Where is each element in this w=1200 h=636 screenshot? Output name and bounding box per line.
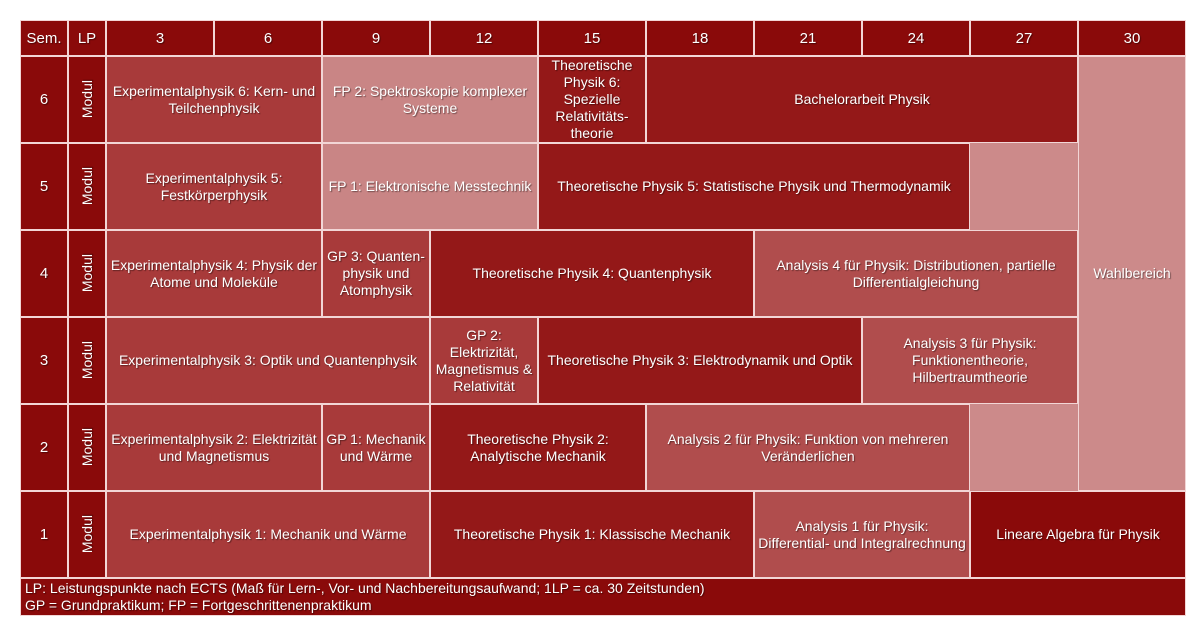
modul-label-sem-5 — [68, 143, 106, 230]
header-lp-21: 21 — [754, 20, 862, 56]
header-lp-27: 27 — [970, 20, 1078, 56]
modul-label-sem-6 — [68, 56, 106, 143]
module-wahl: Wahlbereich — [1078, 56, 1186, 491]
modul-label: Modul — [78, 515, 95, 554]
module-ana4: Analysis 4 für Physik: Distributionen, partielle Differentialgleichung — [754, 230, 1078, 317]
modul-label-sem-4 — [68, 230, 106, 317]
modul-label-sem-1 — [68, 491, 106, 578]
module-exp2: Experimentalphysik 2: Elektrizität und Magnetismus — [106, 404, 322, 491]
module-gp2: GP 2: Elektrizität, Magnetismus & Relativität — [430, 317, 538, 404]
header-lp-24: 24 — [862, 20, 970, 56]
module-theo4: Theoretische Physik 4: Quantenphysik — [430, 230, 754, 317]
free-area-sem-2 — [970, 404, 1078, 491]
modul-label: Modul — [78, 254, 95, 293]
modul-label: Modul — [78, 80, 95, 119]
semester-4: 4 — [20, 230, 68, 317]
header-sem: Sem. — [20, 20, 68, 56]
modul-label: Modul — [78, 167, 95, 206]
footnote — [20, 578, 1186, 616]
module-theo6: Theoretische Physik 6: Spezielle Relativitäts-theorie — [538, 56, 646, 143]
module-ana1: Analysis 1 für Physik: Differential- und Integralrechnung — [754, 491, 970, 578]
module-gp1: GP 1: Mechanik und Wärme — [322, 404, 430, 491]
header-lp-30: 30 — [1078, 20, 1186, 56]
module-theo3: Theoretische Physik 3: Elektrodynamik und Optik — [538, 317, 862, 404]
module-exp3: Experimentalphysik 3: Optik und Quantenphysik — [106, 317, 430, 404]
semester-5: 5 — [20, 143, 68, 230]
module-exp1: Experimentalphysik 1: Mechanik und Wärme — [106, 491, 430, 578]
header-lp-6: 6 — [214, 20, 322, 56]
semester-6: 6 — [20, 56, 68, 143]
module-ana3: Analysis 3 für Physik: Funktionentheorie, Hilbertraumtheorie — [862, 317, 1078, 404]
modul-label-sem-3 — [68, 317, 106, 404]
semester-2: 2 — [20, 404, 68, 491]
semester-3: 3 — [20, 317, 68, 404]
header-lp-18: 18 — [646, 20, 754, 56]
header-lp-9: 9 — [322, 20, 430, 56]
module-gp3: GP 3: Quanten-physik und Atomphysik — [322, 230, 430, 317]
semester-1: 1 — [20, 491, 68, 578]
module-exp5: Experimentalphysik 5: Festkörperphysik — [106, 143, 322, 230]
header-lp: LP — [68, 20, 106, 56]
module-ana2: Analysis 2 für Physik: Funktion von mehreren Veränderlichen — [646, 404, 970, 491]
module-linalg: Lineare Algebra für Physik — [970, 491, 1186, 578]
free-area-sem-5 — [970, 143, 1078, 230]
footnote-line-gp-fp: GP = Grundpraktikum; FP = Fortgeschrittenenpraktikum — [25, 597, 372, 613]
header-lp-3: 3 — [106, 20, 214, 56]
modul-label: Modul — [78, 428, 95, 467]
modul-label: Modul — [78, 341, 95, 380]
module-exp4: Experimentalphysik 4: Physik der Atome und Moleküle — [106, 230, 322, 317]
module-bach: Bachelorarbeit Physik — [646, 56, 1078, 143]
modul-label-sem-2 — [68, 404, 106, 491]
module-theo2: Theoretische Physik 2: Analytische Mechanik — [430, 404, 646, 491]
module-fp2: FP 2: Spektroskopie komplexer Systeme — [322, 56, 538, 143]
header-lp-15: 15 — [538, 20, 646, 56]
module-theo1: Theoretische Physik 1: Klassische Mechanik — [430, 491, 754, 578]
module-theo5: Theoretische Physik 5: Statistische Physik und Thermodynamik — [538, 143, 970, 230]
header-lp-12: 12 — [430, 20, 538, 56]
module-exp6: Experimentalphysik 6: Kern- und Teilchenphysik — [106, 56, 322, 143]
footnote-line-lp: LP: Leistungspunkte nach ECTS (Maß für Lern-, Vor- und Nachbereitungsaufwand; 1LP = ca. 30 Zeitstunden) — [25, 580, 705, 596]
module-fp1: FP 1: Elektronische Messtechnik — [322, 143, 538, 230]
